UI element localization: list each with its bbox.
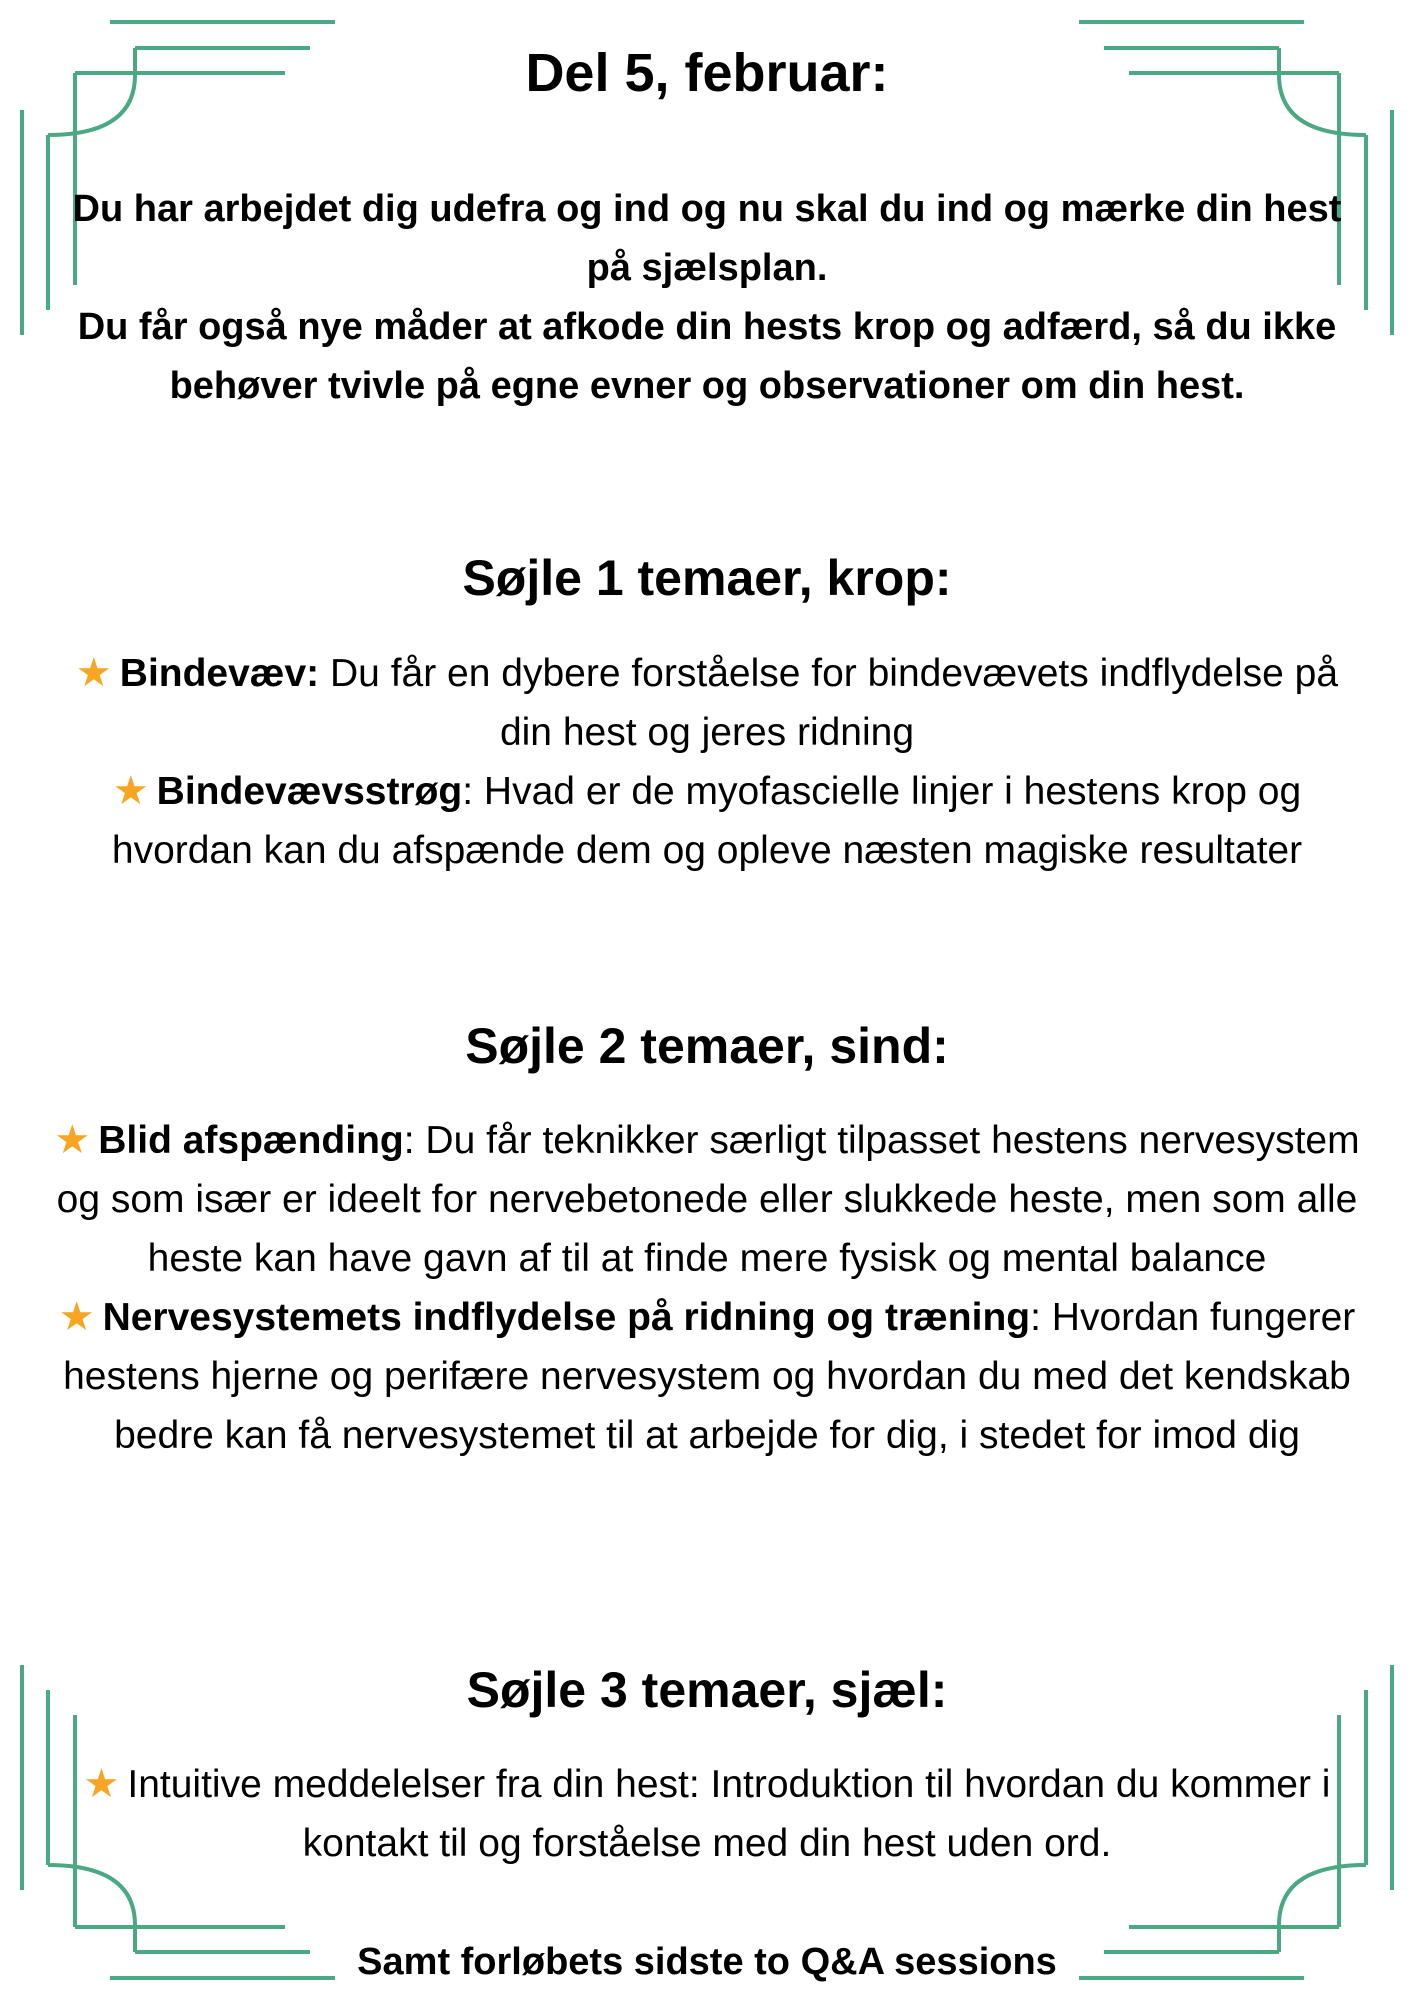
section-body-sind xyxy=(50,1111,1364,1465)
item-text: Du får en dybere forståelse for bindevævets indflydelse på din hest og jeres ridning xyxy=(319,652,1339,754)
item-text: Intuitive meddelelser fra din hest: Introduktion til hvordan du kommer i kontakt til og forståelse med din hest uden ord. xyxy=(127,1763,1331,1865)
section-heading-krop: Søjle 1 temaer, krop: xyxy=(462,550,952,606)
list-item xyxy=(50,762,1364,880)
item-text: : Du får teknikker særligt tilpasset hestens nervesystem og som især er ideelt for nervebetonede eller slukkede heste, men som alle heste kan have gavn af til at finde mere fysisk og mental balance xyxy=(56,1119,1360,1280)
star-icon: ★ xyxy=(54,1118,91,1162)
star-icon: ★ xyxy=(58,1295,95,1339)
section-heading-sind: Søjle 2 temaer, sind: xyxy=(465,1018,949,1074)
item-term: Blid afspænding xyxy=(98,1119,404,1162)
item-term: Nervesystemets indflydelse på ridning og træning xyxy=(102,1296,1031,1339)
intro-paragraph-2: Du får også nye måder at afkode din hests krop og adfærd, så du ikke behøver tvivle på egne evner og observationer om din hest. xyxy=(77,306,1337,407)
section-body-sjael xyxy=(50,1755,1364,1873)
page-title: Del 5, februar: xyxy=(525,43,889,103)
item-term: Bindevæv: xyxy=(119,652,320,695)
star-icon: ★ xyxy=(112,769,149,813)
footer-text: Samt forløbets sidste to Q&A sessions xyxy=(357,1941,1057,1983)
list-item xyxy=(50,1755,1364,1873)
star-icon: ★ xyxy=(75,651,112,695)
section-body-krop xyxy=(50,644,1364,880)
list-item xyxy=(50,1111,1364,1288)
item-text: : Hvordan fungerer hestens hjerne og perifære nervesystem og hvordan du med det kendskab bedre kan få nervesystemet til at arbejde for dig, i stedet for imod dig xyxy=(63,1296,1356,1457)
intro-paragraph-1: Du har arbejdet dig udefra og ind og nu skal du ind og mærke din hest på sjælsplan. xyxy=(72,188,1342,289)
item-term: Bindevævsstrøg xyxy=(156,770,463,813)
star-icon: ★ xyxy=(83,1762,120,1806)
list-item xyxy=(50,1288,1364,1465)
section-heading-sjael: Søjle 3 temaer, sjæl: xyxy=(466,1662,948,1718)
item-text: : Hvad er de myofascielle linjer i hestens krop og hvordan kan du afspænde dem og opleve næsten magiske resultater xyxy=(111,770,1303,872)
intro-text xyxy=(50,180,1364,416)
list-item xyxy=(50,644,1364,762)
